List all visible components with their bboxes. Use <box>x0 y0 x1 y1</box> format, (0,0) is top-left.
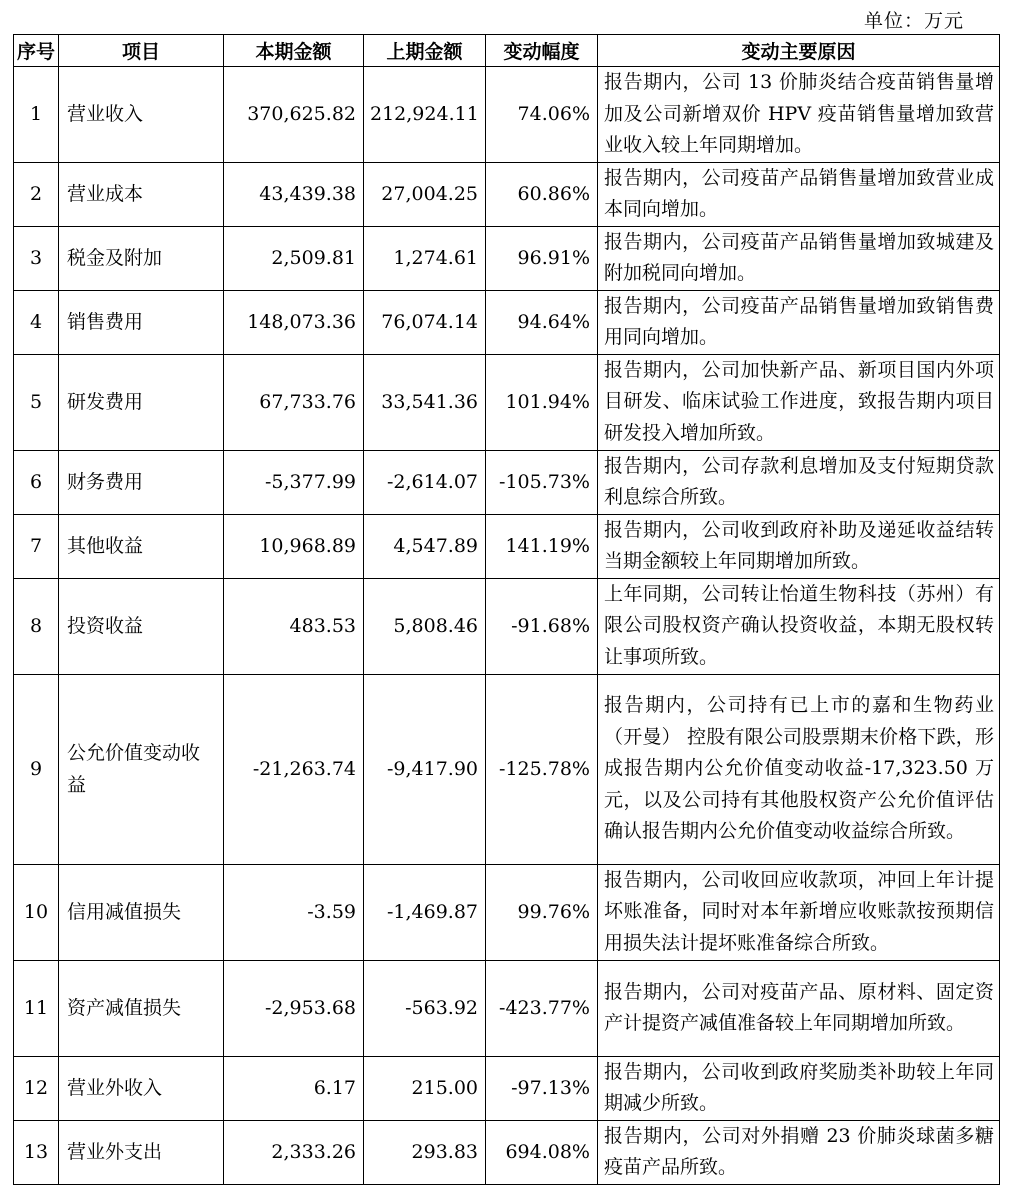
row-previous-amount: 5,808.46 <box>364 578 486 674</box>
row-number: 6 <box>14 450 59 514</box>
row-reason: 报告期内，公司收回应收款项，冲回上年计提坏账准备，同时对本年新增应收账款按预期信用损失法计提坏账准备综合所致。 <box>598 864 1000 960</box>
row-reason: 报告期内，公司持有已上市的嘉和生物药业（开曼） 控股有限公司股票期末价格下跌，形成报告期内公允价值变动收益-17,323.50 万元，以及公司持有其他股权资产公允价值评估确认报告期内公允价值变动收益综合所致。 <box>598 674 1000 864</box>
table-row <box>14 960 1000 1056</box>
row-item: 其他收益 <box>59 514 224 578</box>
row-number: 10 <box>14 864 59 960</box>
row-previous-amount: 76,074.14 <box>364 290 486 354</box>
row-reason: 报告期内，公司对外捐赠 23 价肺炎球菌多糖疫苗产品所致。 <box>598 1120 1000 1184</box>
row-item: 资产减值损失 <box>59 960 224 1056</box>
row-current-amount: 67,733.76 <box>224 354 364 450</box>
row-change-rate: 694.08% <box>486 1120 598 1184</box>
row-number: 5 <box>14 354 59 450</box>
financial-change-table <box>13 34 1000 1185</box>
row-number: 7 <box>14 514 59 578</box>
row-current-amount: 148,073.36 <box>224 290 364 354</box>
row-change-rate: 96.91% <box>486 226 598 290</box>
row-change-rate: -105.73% <box>486 450 598 514</box>
row-item: 投资收益 <box>59 578 224 674</box>
row-previous-amount: 1,274.61 <box>364 226 486 290</box>
table-row <box>14 1120 1000 1184</box>
table-row <box>14 864 1000 960</box>
row-change-rate: -125.78% <box>486 674 598 864</box>
header-row <box>14 35 1000 67</box>
header-current-amount: 本期金额 <box>224 35 364 67</box>
row-previous-amount: 293.83 <box>364 1120 486 1184</box>
row-current-amount: -2,953.68 <box>224 960 364 1056</box>
row-previous-amount: 27,004.25 <box>364 162 486 226</box>
row-reason: 上年同期，公司转让怡道生物科技（苏州）有限公司股权资产确认投资收益，本期无股权转让事项所致。 <box>598 578 1000 674</box>
row-current-amount: 10,968.89 <box>224 514 364 578</box>
row-change-rate: -423.77% <box>486 960 598 1056</box>
table-row <box>14 67 1000 163</box>
row-item: 营业收入 <box>59 67 224 163</box>
row-previous-amount: 4,547.89 <box>364 514 486 578</box>
table-row <box>14 226 1000 290</box>
header-item: 项目 <box>59 35 224 67</box>
table-row <box>14 354 1000 450</box>
row-change-rate: -97.13% <box>486 1056 598 1120</box>
table-row <box>14 450 1000 514</box>
row-previous-amount: 212,924.11 <box>364 67 486 163</box>
table-row <box>14 290 1000 354</box>
row-previous-amount: -2,614.07 <box>364 450 486 514</box>
row-current-amount: 6.17 <box>224 1056 364 1120</box>
row-reason: 报告期内，公司 13 价肺炎结合疫苗销售量增加及公司新增双价 HPV 疫苗销售量增加致营业收入较上年同期增加。 <box>598 67 1000 163</box>
row-current-amount: 370,625.82 <box>224 67 364 163</box>
row-item: 公允价值变动收益 <box>59 674 224 864</box>
row-current-amount: 483.53 <box>224 578 364 674</box>
header-change-rate: 变动幅度 <box>486 35 598 67</box>
row-previous-amount: 33,541.36 <box>364 354 486 450</box>
row-number: 1 <box>14 67 59 163</box>
row-reason: 报告期内，公司疫苗产品销售量增加致城建及附加税同向增加。 <box>598 226 1000 290</box>
row-item: 营业外支出 <box>59 1120 224 1184</box>
row-current-amount: 43,439.38 <box>224 162 364 226</box>
row-change-rate: 141.19% <box>486 514 598 578</box>
row-item: 财务费用 <box>59 450 224 514</box>
row-change-rate: 99.76% <box>486 864 598 960</box>
row-current-amount: 2,509.81 <box>224 226 364 290</box>
table-row <box>14 578 1000 674</box>
row-item: 研发费用 <box>59 354 224 450</box>
row-number: 8 <box>14 578 59 674</box>
row-change-rate: 94.64% <box>486 290 598 354</box>
header-reason: 变动主要原因 <box>598 35 1000 67</box>
row-item: 税金及附加 <box>59 226 224 290</box>
header-no: 序号 <box>14 35 59 67</box>
row-current-amount: -21,263.74 <box>224 674 364 864</box>
table-row <box>14 162 1000 226</box>
row-reason: 报告期内，公司对疫苗产品、原材料、固定资产计提资产减值准备较上年同期增加所致。 <box>598 960 1000 1056</box>
row-number: 13 <box>14 1120 59 1184</box>
row-item: 营业外收入 <box>59 1056 224 1120</box>
row-change-rate: 60.86% <box>486 162 598 226</box>
row-number: 2 <box>14 162 59 226</box>
table-row <box>14 1056 1000 1120</box>
row-current-amount: 2,333.26 <box>224 1120 364 1184</box>
row-previous-amount: 215.00 <box>364 1056 486 1120</box>
row-number: 12 <box>14 1056 59 1120</box>
row-previous-amount: -563.92 <box>364 960 486 1056</box>
row-item: 信用减值损失 <box>59 864 224 960</box>
row-change-rate: 74.06% <box>486 67 598 163</box>
row-change-rate: -91.68% <box>486 578 598 674</box>
row-current-amount: -5,377.99 <box>224 450 364 514</box>
row-reason: 报告期内，公司收到政府奖励类补助较上年同期减少所致。 <box>598 1056 1000 1120</box>
row-current-amount: -3.59 <box>224 864 364 960</box>
row-previous-amount: -9,417.90 <box>364 674 486 864</box>
row-reason: 报告期内，公司疫苗产品销售量增加致销售费用同向增加。 <box>598 290 1000 354</box>
header-previous-amount: 上期金额 <box>364 35 486 67</box>
row-change-rate: 101.94% <box>486 354 598 450</box>
table-row <box>14 514 1000 578</box>
row-item: 营业成本 <box>59 162 224 226</box>
row-number: 3 <box>14 226 59 290</box>
row-number: 11 <box>14 960 59 1056</box>
unit-label: 单位：万元 <box>863 10 964 32</box>
row-reason: 报告期内，公司收到政府补助及递延收益结转当期金额较上年同期增加所致。 <box>598 514 1000 578</box>
row-reason: 报告期内，公司疫苗产品销售量增加致营业成本同向增加。 <box>598 162 1000 226</box>
row-reason: 报告期内，公司加快新产品、新项目国内外项目研发、临床试验工作进度，致报告期内项目研发投入增加所致。 <box>598 354 1000 450</box>
row-reason: 报告期内，公司存款利息增加及支付短期贷款利息综合所致。 <box>598 450 1000 514</box>
row-number: 9 <box>14 674 59 864</box>
row-previous-amount: -1,469.87 <box>364 864 486 960</box>
table-row <box>14 674 1000 864</box>
row-number: 4 <box>14 290 59 354</box>
row-item: 销售费用 <box>59 290 224 354</box>
